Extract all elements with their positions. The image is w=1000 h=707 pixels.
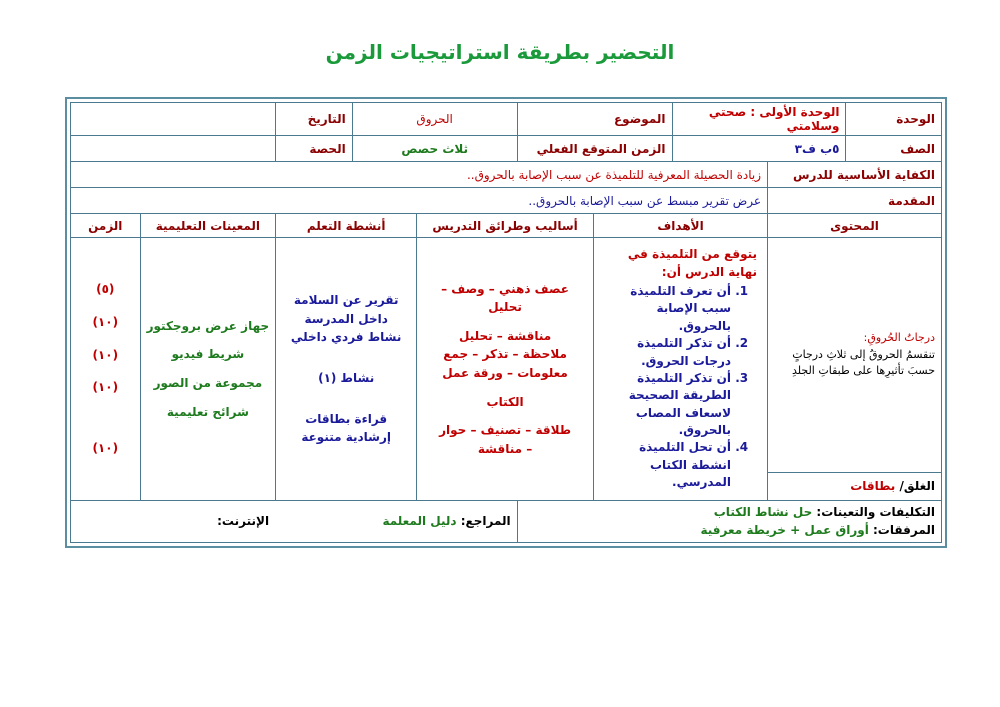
header-goals: الأهداف [594,214,768,238]
unit-value: الوحدة الأولى : صحتي وسلامتي [672,103,846,136]
lesson-plan-table [70,102,942,543]
aids-cell [140,238,276,501]
content-heading: درجاتُ الحُروقِ: [863,331,935,345]
references-value: دليل المعلمة [382,514,457,529]
goal-item: 1. أن تعرف التلميذة سبب الإصابة بالحروق. [614,283,731,335]
expected-time-label: الزمن المتوقع الفعلي [517,136,672,162]
lesson-plan-frame [65,97,947,548]
intro-value: عرض تقرير مبسط عن سبب الإصابة بالحروق.. [71,188,768,214]
topic-label: الموضوع [517,103,672,136]
attachments-value: أوراق عمل + خريطة معرفية [700,523,869,538]
method-item: ملاحظة – تذكر – جمع معلومات – ورقة عمل [442,347,568,380]
closing-label: الغلق/ [899,479,935,494]
time-item: (١٠) [92,347,119,362]
aid-item: مجموعة من الصور [153,375,263,390]
competency-label: الكفاية الأساسية للدرس [768,162,942,188]
time-item: (٥) [96,282,115,297]
info-row-1 [71,103,942,136]
lesson-body-row [71,238,942,473]
goal-item: 2. أن تذكر التلميذة درجات الحروق. [614,335,731,370]
header-content: المحتوى [768,214,942,238]
references-label: المراجع: [460,514,511,529]
content-cell [768,238,942,473]
activity-item: قراءة بطاقات إرشادية متنوعة [301,411,391,445]
header-methods: أساليب وطرائق التدريس [417,214,594,238]
closing-cell [768,472,942,500]
goal-item: 3. أن تذكر التلميذة الطريقة الصحيحة لاسعاف المصاب بالحروق. [614,370,731,440]
goals-list [614,283,757,492]
attachments-label: المرفقات: [873,523,935,538]
references-cell [71,500,518,542]
content-line-2: حسبَ تأثيرِها على طبقاتِ الجلدِ [791,364,935,378]
content-line-1: تنقسمُ الحروقُ إلى ثلاثِ درجاتٍ [792,347,935,361]
date-value [71,103,276,136]
grade-label: الصف [846,136,942,162]
header-time: الزمن [71,214,141,238]
unit-label: الوحدة [846,103,942,136]
time-item: (١٠) [92,380,119,395]
time-item: (١٠) [92,315,119,330]
goals-intro: يتوقع من التلميذة في نهاية الدرس أن: [627,247,758,279]
method-item: مناقشة – تحليل [458,328,552,343]
period-value [71,136,276,162]
expected-time-value: ثلاث حصص [352,136,517,162]
date-label: التاريخ [276,103,352,136]
activities-cell [276,238,417,501]
activity-item: تقرير عن السلامة داخل المدرسة [293,293,399,326]
time-cell [71,238,141,501]
method-item: عصف ذهني – وصف – تحليل [441,281,569,315]
method-item: طلاقة – تصنيف – حوار – مناقشة [439,423,571,456]
time-item: (١٠) [92,440,119,455]
method-item: الكتاب [486,394,524,409]
aid-item: جهاز عرض بروجكتور [146,318,270,333]
topic-value: الحروق [352,103,517,136]
aid-item: شريط فيديو [171,347,245,362]
activity-item: نشاط (١) [318,370,375,385]
assignments-label: التكليفات والتعينات: [816,504,935,519]
header-aids: المعينات التعليمية [140,214,276,238]
competency-row [71,162,942,188]
page-title: التحضير بطريقة استراتيجيات الزمن [325,40,675,64]
activity-item: نشاط فردي داخلي [290,330,402,345]
closing-value: بطاقات [850,479,896,494]
methods-cell [417,238,594,501]
column-headers-row [71,214,942,238]
footer-row [71,500,942,542]
assignments-cell [517,500,941,542]
aid-item: شرائح تعليمية [166,404,249,419]
header-activities: أنشطة التعلم [276,214,417,238]
info-row-2 [71,136,942,162]
internet-label: الإنترنت: [217,514,270,529]
intro-label: المقدمة [768,188,942,214]
goals-cell [594,238,768,501]
goal-item: 4. أن تحل التلميذة انشطة الكتاب المدرسي. [614,439,731,491]
intro-row [71,188,942,214]
grade-value: ٥ب ف٣ [672,136,846,162]
assignments-value: حل نشاط الكتاب [713,504,813,519]
competency-value: زيادة الحصيلة المعرفية للتلميذة عن سبب الإصابة بالحروق.. [71,162,768,188]
period-label: الحصة [276,136,352,162]
